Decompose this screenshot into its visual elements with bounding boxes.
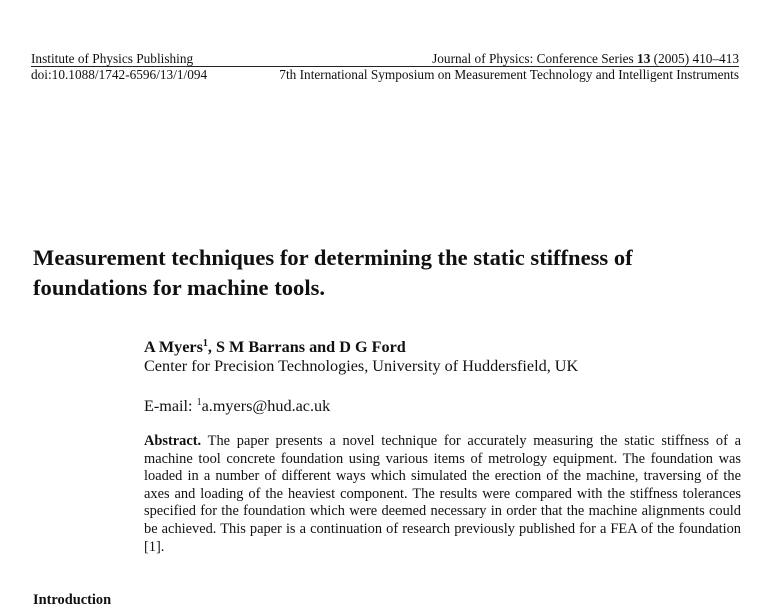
journal-name: Journal of Physics: Conference Series <box>432 51 634 66</box>
email-affiliation-mark: 1 <box>196 397 202 408</box>
email-address[interactable]: a.myers@hud.ac.uk <box>201 397 331 415</box>
symposium-name: 7th International Symposium on Measurement Technology and Intelligent Instruments <box>279 67 739 82</box>
journal-volume: 13 <box>637 51 651 66</box>
journal-year-pages: (2005) 410–413 <box>653 51 739 66</box>
author-first: A Myers <box>144 338 203 356</box>
author-first-affiliation-mark: 1 <box>202 338 208 349</box>
author-others: , S M Barrans and D G Ford <box>207 338 406 356</box>
paper-title: Measurement techniques for determining the static stiffness of foundations for machine tools. <box>33 245 633 300</box>
section-heading-introduction: Introduction <box>33 592 112 608</box>
publisher-name: Institute of Physics Publishing <box>31 51 194 66</box>
affiliation: Center for Precision Technologies, University of Huddersfield, UK <box>144 357 579 375</box>
journal-citation <box>432 51 739 66</box>
email-line <box>144 396 330 416</box>
abstract-label: Abstract. <box>144 433 202 449</box>
email-label: E-mail: <box>144 397 197 415</box>
abstract <box>144 433 741 556</box>
abstract-text: The paper presents a novel technique for accurately measuring the static stiffness of a machine tool concrete foundation using various items of metrology equipment. The foundation was loaded in a number of different ways which simulated the erection of the machine, traversing of the axes and loading of the heaviest component. The results were compared with the stiffness tolerances specified for the foundation which were deemed necessary in order that the machine alignments could be achieved. This paper is a continuation of research previously published for a FEA of the foundation [1]. <box>144 433 741 555</box>
author-list <box>144 337 406 357</box>
doi: doi:10.1088/1742-6596/13/1/094 <box>31 67 208 82</box>
